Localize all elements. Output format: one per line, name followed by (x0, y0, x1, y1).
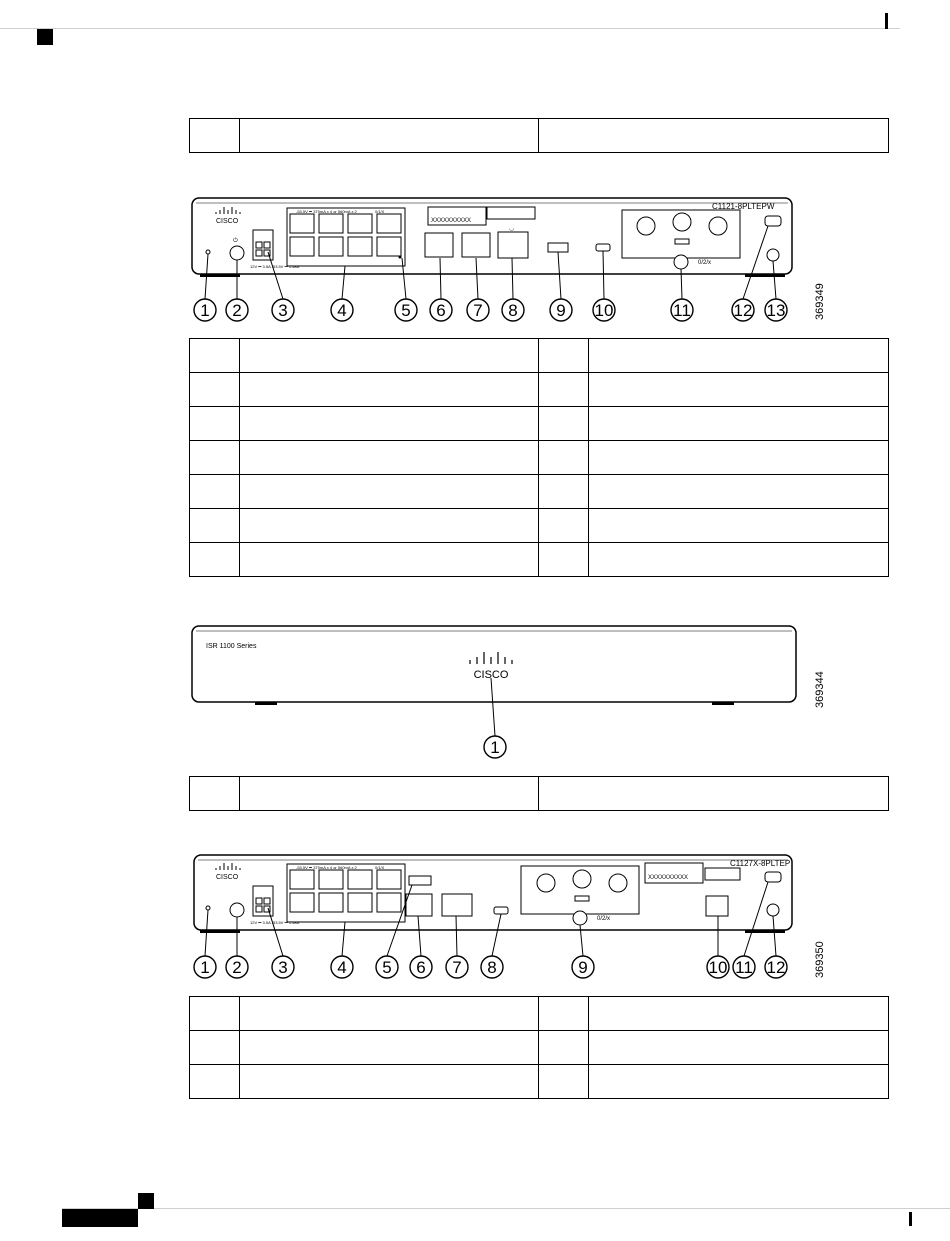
power-icon: ⏻ (233, 238, 238, 244)
lte-label-3: 0/2/x (597, 916, 611, 922)
table-cell (190, 441, 240, 475)
table-cell (240, 509, 539, 543)
table-cell (539, 997, 589, 1031)
ethernet-port (319, 237, 343, 256)
table-cell (190, 339, 240, 373)
callout-number: 8 (508, 301, 518, 320)
table-row (190, 339, 889, 373)
rj45-port (706, 896, 728, 916)
callout-number: 7 (452, 958, 462, 977)
sfp-icon: ◡ (509, 226, 515, 232)
router-chassis-2 (192, 626, 796, 705)
power-label-3: 12V ⎓ 3.5A -53.5V ⎓ 1.58A (250, 920, 300, 925)
usb-port (548, 243, 568, 252)
table-cell (240, 1065, 539, 1099)
micro-usb-port (596, 244, 610, 251)
ethernet-port (377, 893, 401, 912)
table-row (190, 777, 889, 811)
ge-port-2 (462, 233, 490, 257)
callout-table-4 (189, 996, 889, 1099)
table-cell (190, 777, 240, 811)
table-row (190, 997, 889, 1031)
brand-text-3: CISCO (216, 874, 239, 881)
callout-number: 5 (382, 958, 392, 977)
table-cell (190, 373, 240, 407)
callout-number: 12 (733, 301, 753, 320)
callout-table-3 (189, 776, 889, 811)
ethernet-port (319, 870, 343, 889)
brand-text: CISCO (216, 218, 239, 225)
table-row (190, 509, 889, 543)
ethernet-port (290, 237, 314, 256)
ge-port-3 (406, 894, 432, 916)
callout-number: 9 (578, 958, 588, 977)
power-label: 12V ⎓ 3.5A -53.5V ⎓ 1.58A (250, 264, 300, 269)
ethernet-port (377, 214, 401, 233)
table-cell (240, 339, 539, 373)
table-cell (539, 1031, 589, 1065)
table-cell (539, 1065, 589, 1099)
serial-text-3: XXXXXXXXXX (648, 875, 689, 881)
ground-screw (767, 249, 779, 261)
ethernet-port (319, 214, 343, 233)
power-led-3 (206, 906, 210, 910)
footer-marker (138, 1193, 154, 1209)
brand-text-2: CISCO (473, 669, 509, 681)
power-button-3 (230, 903, 244, 917)
power-button (230, 246, 244, 260)
table-cell (190, 509, 240, 543)
ethernet-port (348, 237, 372, 256)
table-row (190, 441, 889, 475)
callout-number: 9 (556, 301, 566, 320)
antenna-connector-3 (573, 911, 587, 925)
footer-tab (62, 1209, 138, 1227)
table-cell (589, 1065, 889, 1099)
table-cell (589, 997, 889, 1031)
ethernet-port (290, 893, 314, 912)
table-row (190, 1065, 889, 1099)
table-cell (589, 373, 889, 407)
table-cell (240, 407, 539, 441)
table-cell (589, 441, 889, 475)
callout-number: 7 (473, 301, 483, 320)
table-cell (190, 997, 240, 1031)
router-chassis-1 (192, 198, 792, 277)
table-cell (240, 543, 539, 577)
callout-number: 1 (200, 301, 210, 320)
model-label-3: C1127X-8PLTEP (730, 859, 791, 868)
table-cell (190, 475, 240, 509)
figure-id-3: 369350 (814, 941, 826, 978)
callout-number: 1 (200, 958, 210, 977)
table-row (190, 475, 889, 509)
poe-label: -53.5V ⎓ 375mA x 4 or 560mA x 2 (296, 209, 357, 214)
table-cell (539, 777, 889, 811)
ethernet-port (290, 870, 314, 889)
table-cell (240, 777, 539, 811)
table-cell (539, 373, 589, 407)
table-cell (539, 407, 589, 441)
callout-number: 1 (490, 738, 500, 757)
callout-number: 10 (594, 301, 614, 320)
serial-text: XXXXXXXXXX (431, 218, 472, 224)
table-cell (589, 543, 889, 577)
model-label: C1121-8PLTEPW (712, 202, 775, 211)
table-cell (190, 543, 240, 577)
status-led (399, 256, 402, 259)
ethernet-port (319, 893, 343, 912)
table-cell (539, 543, 589, 577)
figure-id-2: 369344 (814, 671, 826, 708)
ethernet-port (348, 214, 372, 233)
poe-label-3: -53.5V ⎓ 375mA x 4 or 560mA x 2 (296, 865, 357, 870)
table-cell (240, 373, 539, 407)
table-cell (539, 509, 589, 543)
callout-number: 6 (436, 301, 446, 320)
callout-number: 11 (673, 301, 691, 320)
table-cell (240, 997, 539, 1031)
callout-table-2 (189, 338, 889, 577)
figure-id-1: 369349 (814, 283, 826, 320)
ethernet-port (348, 870, 372, 889)
ge-port-1 (425, 233, 453, 257)
table-cell (190, 1031, 240, 1065)
table-cell (240, 1031, 539, 1065)
callout-number: 2 (232, 958, 242, 977)
table-cell (589, 339, 889, 373)
table-row (190, 407, 889, 441)
micro-usb-port-3 (494, 907, 508, 914)
callout-number: 10 (708, 958, 728, 977)
table-row (190, 543, 889, 577)
table-cell (190, 407, 240, 441)
lte-label: 0/2/x (698, 260, 712, 266)
footer-rule (62, 1208, 950, 1209)
callout-number: 3 (278, 301, 288, 320)
footer-tick (909, 1212, 912, 1226)
ground-screw-3 (767, 904, 779, 916)
table-cell (240, 441, 539, 475)
callout-number: 8 (487, 958, 497, 977)
ethernet-port (348, 893, 372, 912)
series-label: ISR 1100 Series (206, 643, 257, 650)
callout-number: 12 (766, 958, 786, 977)
power-led (206, 250, 210, 254)
callout-number: 6 (416, 958, 426, 977)
antenna-connector (674, 255, 688, 269)
table-cell (539, 339, 589, 373)
lock-slot (765, 216, 781, 226)
port-label: 0/1/X (375, 209, 385, 214)
table-cell (539, 475, 589, 509)
router-chassis-3 (194, 855, 792, 933)
table-cell (539, 441, 589, 475)
table-cell (190, 1065, 240, 1099)
table-cell (589, 475, 889, 509)
callout-number: 5 (401, 301, 411, 320)
sfp-port-3 (442, 894, 472, 916)
usb-port-3 (409, 876, 431, 885)
ethernet-port (377, 870, 401, 889)
sfp-port (498, 232, 528, 258)
callout-number: 2 (232, 301, 242, 320)
callout-number: 13 (766, 301, 786, 320)
ethernet-port (290, 214, 314, 233)
callout-number: 11 (735, 958, 753, 977)
callout-number: 4 (337, 958, 347, 977)
callout-number: 4 (337, 301, 347, 320)
port-label-3: 0/1/X (375, 865, 385, 870)
table-cell (589, 509, 889, 543)
table-cell (240, 475, 539, 509)
table-cell (589, 1031, 889, 1065)
lock-slot-3 (765, 872, 781, 882)
callout-number: 3 (278, 958, 288, 977)
ethernet-port (377, 237, 401, 256)
table-row (190, 373, 889, 407)
table-cell (589, 407, 889, 441)
table-row (190, 1031, 889, 1065)
